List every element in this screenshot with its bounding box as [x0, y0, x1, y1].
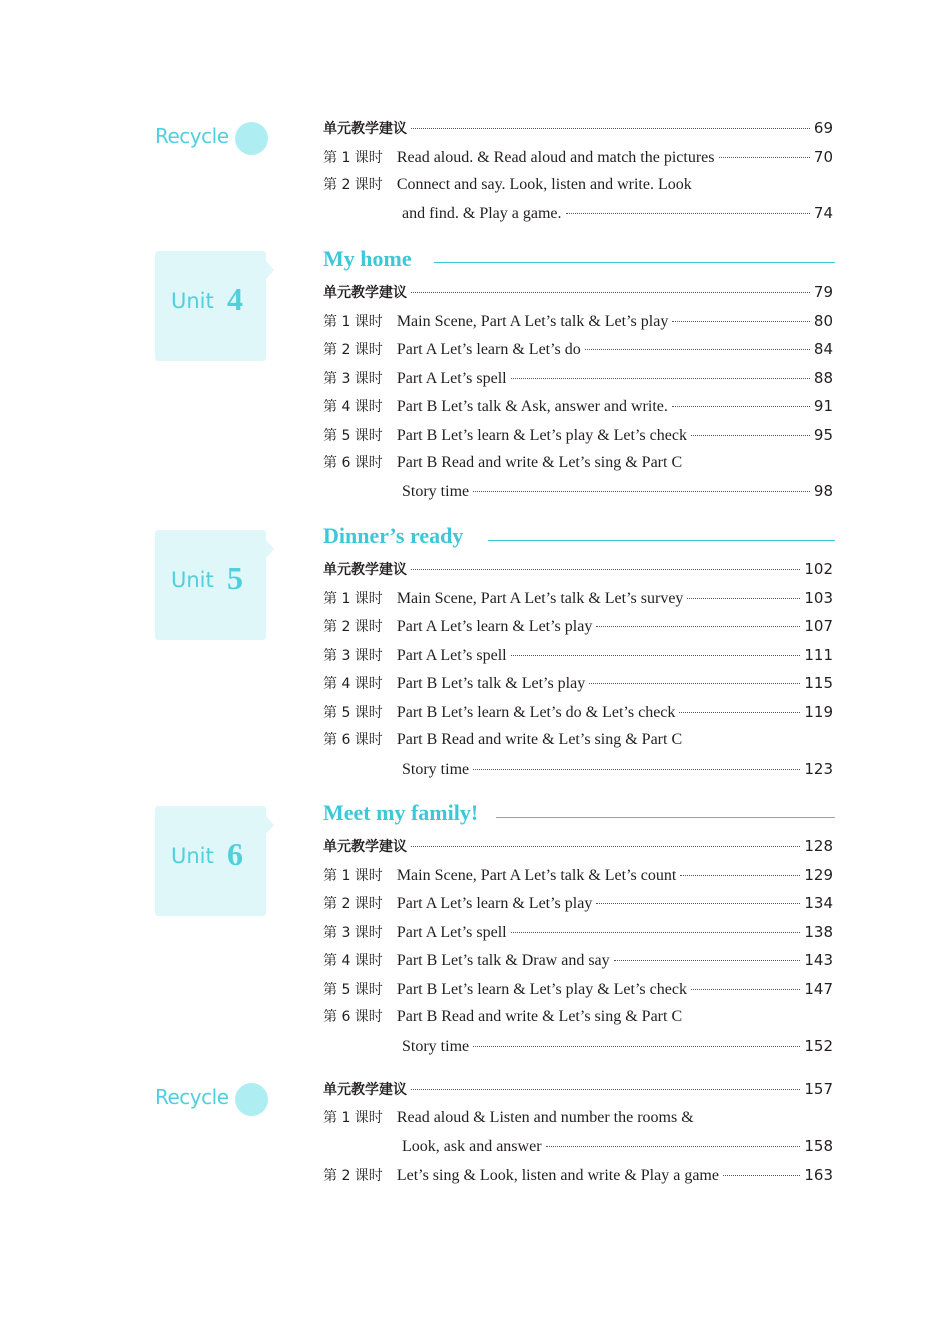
dot-leader: [411, 569, 800, 570]
toc-row[interactable]: [323, 116, 833, 140]
lesson-label: 第 2 课时: [323, 619, 383, 635]
unit-5-title-rule: [488, 540, 835, 541]
toc-row[interactable]: [323, 479, 833, 503]
lesson-label: 第 2 课时: [323, 896, 383, 912]
page-number: 95: [813, 426, 833, 444]
toc-row[interactable]: [323, 309, 833, 333]
page-number: 147: [804, 980, 833, 998]
dot-leader: [411, 1089, 800, 1090]
lesson-title: and find. & Play a game.: [402, 205, 562, 222]
toc-row[interactable]: [323, 1034, 833, 1058]
toc-row[interactable]: [323, 700, 833, 724]
unit-6-title-rule: [496, 817, 835, 818]
lesson-label: 第 6 课时: [323, 455, 383, 471]
dot-leader: [687, 598, 800, 599]
page-number: 103: [804, 589, 833, 607]
toc-row[interactable]: [323, 1005, 833, 1029]
dot-leader: [511, 932, 801, 933]
dot-leader: [672, 406, 810, 407]
lesson-label: 第 2 课时: [323, 342, 383, 358]
lesson-title: Part B Let’s learn & Let’s do & Let’s check: [396, 704, 676, 721]
toc-row[interactable]: [323, 977, 833, 1001]
lesson-label: 第 4 课时: [323, 953, 383, 969]
lesson-title: Main Scene, Part A Let’s talk & Let’s count: [396, 867, 677, 884]
lesson-title: Part B Read and write & Let’s sing & Part C: [396, 1008, 683, 1025]
page-number: 129: [804, 866, 833, 884]
page-number: 152: [804, 1037, 833, 1055]
unit-badge-label: Unit: [171, 844, 214, 868]
lesson-title: Let’s sing & Look, listen and write & Play a game: [396, 1167, 719, 1184]
toc-row[interactable]: [323, 557, 833, 581]
lesson-label: 第 3 课时: [323, 648, 383, 664]
page-number: 128: [804, 837, 833, 855]
lesson-label: 第 1 课时: [323, 150, 383, 166]
unit-5-badge: [155, 530, 266, 640]
page-number: 88: [813, 369, 833, 387]
lesson-title: Part B Read and write & Let’s sing & Part C: [396, 454, 683, 471]
toc-row[interactable]: [323, 1077, 833, 1101]
unit-guide-label: 单元教学建议: [323, 285, 407, 301]
dot-leader: [614, 960, 801, 961]
dot-leader: [672, 321, 810, 322]
toc-row[interactable]: [323, 757, 833, 781]
page-number: 74: [813, 204, 833, 222]
recycle-badge-top: [155, 122, 275, 158]
lesson-label: 第 3 课时: [323, 925, 383, 941]
page-number: 138: [804, 923, 833, 941]
lesson-label: 第 1 课时: [323, 868, 383, 884]
lesson-title: Part A Let’s spell: [396, 924, 507, 941]
lesson-title: Part B Let’s talk & Draw and say: [396, 952, 610, 969]
lesson-label: 第 1 课时: [323, 314, 383, 330]
recycle-badge-bottom: [155, 1083, 275, 1119]
page-number: 158: [804, 1137, 833, 1155]
page-number: 143: [804, 951, 833, 969]
page-number: 119: [804, 703, 833, 721]
lesson-label: 第 4 课时: [323, 676, 383, 692]
page-number: 123: [804, 760, 833, 778]
unit-guide-label: 单元教学建议: [323, 839, 407, 855]
lesson-label: 第 1 课时: [323, 1110, 383, 1126]
dot-leader: [691, 435, 810, 436]
unit-guide-label: 单元教学建议: [323, 121, 407, 137]
toc-row[interactable]: [323, 451, 833, 475]
dot-leader: [723, 1175, 800, 1176]
dot-leader: [511, 655, 801, 656]
toc-row[interactable]: [323, 671, 833, 695]
page-number: 70: [813, 148, 833, 166]
page-number: 102: [804, 560, 833, 578]
lesson-label: 第 2 课时: [323, 177, 383, 193]
toc-row[interactable]: [323, 863, 833, 887]
lesson-title: Story time: [402, 483, 470, 500]
page-number: 98: [813, 482, 833, 500]
toc-row[interactable]: [323, 337, 833, 361]
lesson-label: 第 5 课时: [323, 428, 383, 444]
toc-row[interactable]: [323, 201, 833, 225]
dot-leader: [596, 903, 800, 904]
unit-guide-label: 单元教学建议: [323, 1082, 407, 1098]
lesson-title: Part B Let’s talk & Ask, answer and write.: [396, 398, 668, 415]
lesson-title: Connect and say. Look, listen and write. Look: [396, 176, 692, 193]
page-number: 84: [813, 340, 833, 358]
page-number: 134: [804, 894, 833, 912]
dot-leader: [680, 875, 800, 876]
unit-badge-label: Unit: [171, 568, 214, 592]
lesson-title: Part A Let’s spell: [396, 370, 507, 387]
toc-row[interactable]: [323, 643, 833, 667]
dot-leader: [546, 1146, 801, 1147]
lesson-title: Part B Let’s talk & Let’s play: [396, 675, 586, 692]
unit-badge-number: 4: [227, 281, 243, 317]
dot-leader: [719, 157, 810, 158]
lesson-title: Main Scene, Part A Let’s talk & Let’s play: [396, 313, 669, 330]
unit-badge-label: Unit: [171, 289, 214, 313]
lesson-label: 第 3 课时: [323, 371, 383, 387]
toc-row[interactable]: [323, 1106, 833, 1130]
unit-6-badge: [155, 806, 266, 916]
lesson-title: Part A Let’s learn & Let’s play: [396, 618, 593, 635]
unit-badge-number: 6: [227, 836, 243, 872]
unit-4-title: My home: [323, 246, 412, 271]
page-number: 107: [804, 617, 833, 635]
lesson-label: 第 5 课时: [323, 982, 383, 998]
unit-badge-number: 5: [227, 560, 243, 596]
toc-row[interactable]: [323, 948, 833, 972]
lesson-title: Part A Let’s learn & Let’s play: [396, 895, 593, 912]
dot-leader: [511, 378, 810, 379]
recycle-badge-label: Recycle: [155, 124, 229, 148]
toc-row[interactable]: [323, 586, 833, 610]
toc-row[interactable]: [323, 394, 833, 418]
toc-row[interactable]: [323, 920, 833, 944]
toc-row[interactable]: [323, 366, 833, 390]
lesson-title: Part A Let’s spell: [396, 647, 507, 664]
toc-row[interactable]: [323, 614, 833, 638]
dot-leader: [411, 846, 800, 847]
page-number: 80: [813, 312, 833, 330]
lesson-title: Story time: [402, 1038, 470, 1055]
page-number: 69: [813, 119, 833, 137]
unit-5-title: Dinner’s ready: [323, 523, 464, 548]
lesson-label: 第 2 课时: [323, 1168, 383, 1184]
recycle-badge-label: Recycle: [155, 1085, 229, 1109]
lesson-title: Story time: [402, 761, 470, 778]
toc-row[interactable]: [323, 145, 833, 169]
toc-row[interactable]: [323, 423, 833, 447]
lesson-label: 第 4 课时: [323, 399, 383, 415]
lesson-label: 第 1 课时: [323, 591, 383, 607]
toc-row[interactable]: [323, 891, 833, 915]
toc-row[interactable]: [323, 1163, 833, 1187]
toc-row[interactable]: [323, 173, 833, 197]
recycle-dot-icon: [235, 122, 268, 155]
dot-leader: [473, 1046, 800, 1047]
unit-guide-label: 单元教学建议: [323, 562, 407, 578]
page-number: 157: [804, 1080, 833, 1098]
recycle-dot-icon: [235, 1083, 268, 1116]
lesson-title: Read aloud. & Read aloud and match the pictures: [396, 149, 715, 166]
lesson-title: Look, ask and answer: [402, 1138, 542, 1155]
lesson-label: 第 5 课时: [323, 705, 383, 721]
toc-row[interactable]: [323, 280, 833, 304]
lesson-title: Part B Let’s learn & Let’s play & Let’s check: [396, 427, 687, 444]
unit-6-title: Meet my family!: [323, 800, 479, 825]
dot-leader: [411, 292, 810, 293]
page-number: 111: [804, 646, 833, 664]
dot-leader: [473, 769, 800, 770]
toc-row[interactable]: [323, 728, 833, 752]
lesson-title: Read aloud & Listen and number the rooms &: [396, 1109, 694, 1126]
dot-leader: [566, 213, 810, 214]
dot-leader: [691, 989, 800, 990]
toc-row[interactable]: [323, 834, 833, 858]
dot-leader: [596, 626, 800, 627]
lesson-title: Main Scene, Part A Let’s talk & Let’s survey: [396, 590, 684, 607]
dot-leader: [585, 349, 810, 350]
unit-4-title-rule: [434, 262, 835, 263]
lesson-label: 第 6 课时: [323, 732, 383, 748]
dot-leader: [473, 491, 810, 492]
lesson-title: Part B Let’s learn & Let’s play & Let’s check: [396, 981, 687, 998]
dot-leader: [679, 712, 800, 713]
toc-row[interactable]: [323, 1134, 833, 1158]
unit-4-badge: [155, 251, 266, 361]
page-number: 115: [804, 674, 833, 692]
lesson-title: Part B Read and write & Let’s sing & Part C: [396, 731, 683, 748]
lesson-label: 第 6 课时: [323, 1009, 383, 1025]
dot-leader: [589, 683, 800, 684]
lesson-title: Part A Let’s learn & Let’s do: [396, 341, 581, 358]
page-number: 79: [813, 283, 833, 301]
dot-leader: [411, 128, 810, 129]
page-number: 91: [813, 397, 833, 415]
page-number: 163: [804, 1166, 833, 1184]
